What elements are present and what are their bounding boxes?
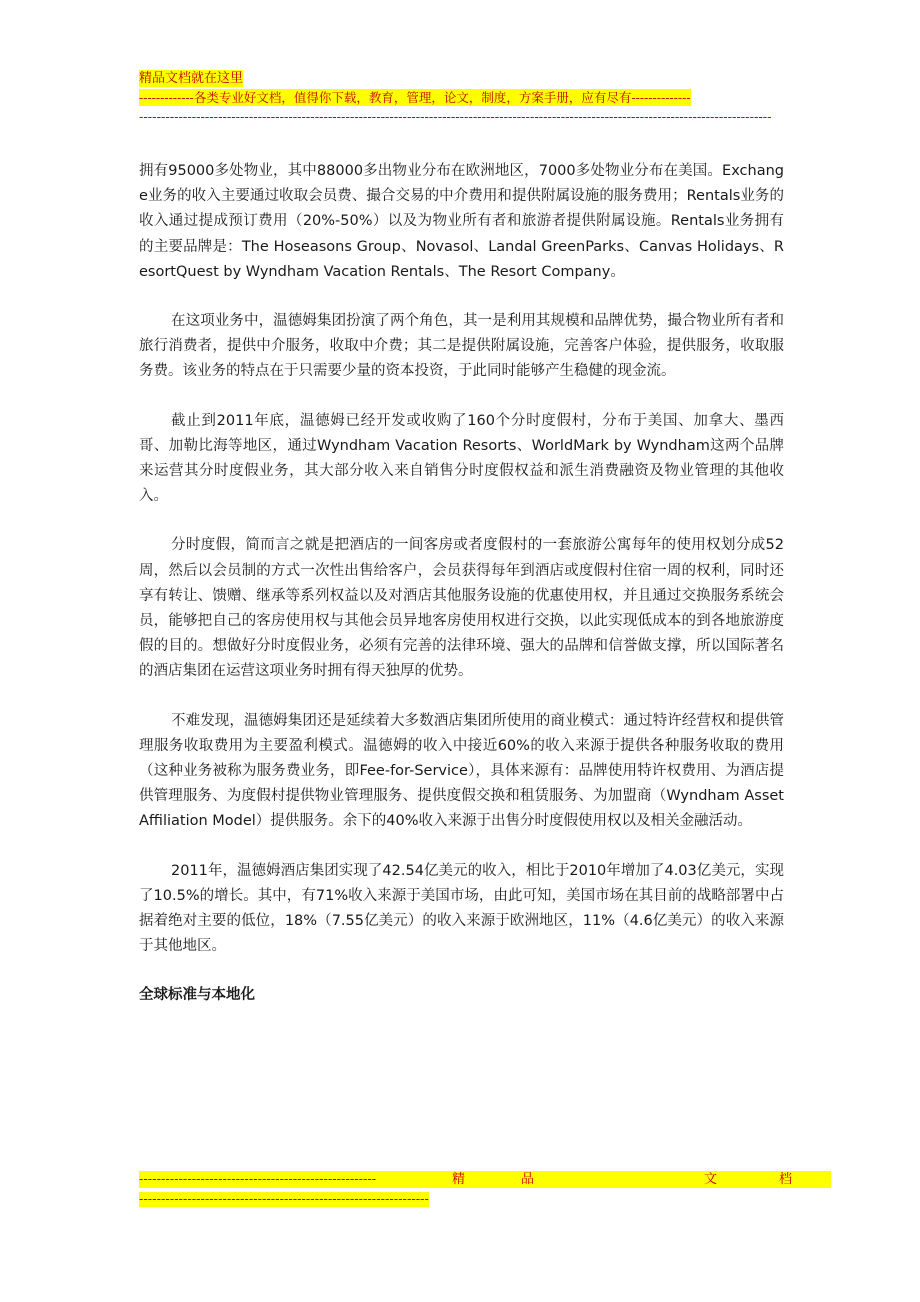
header-line-2 bbox=[139, 87, 784, 106]
footer-char-4: 档 bbox=[779, 1172, 793, 1187]
footer-dashes: ------------------------------------------------------ bbox=[139, 1172, 377, 1187]
paragraph-3: 截止到2011年底，温德姆已经开发或收购了160个分时度假村，分布于美国、加拿大、墨西哥、加勒比海等地区，通过Wyndham Vacation Resorts、WorldMark by Wyndham这两个品牌来运营其分时度假业务，其大部分收入来自销售分时度假权益和派生消费融资及物业管理的其他收入。 bbox=[139, 412, 784, 505]
paragraph-2: 在这项业务中，温德姆集团扮演了两个角色，其一是利用其规模和品牌优势，撮合物业所有者和旅行消费者，提供中介服务，收取中介费；其二是提供附属设施，完善客户体验，提供服务，收取服务费。该业务的特点在于只需要少量的资本投资，于此同时能够产生稳健的现金流。 bbox=[139, 313, 784, 380]
header-title: 精品文档就在这里 bbox=[139, 71, 244, 86]
paragraph-6: 2011年，温德姆酒店集团实现了42.54亿美元的收入，相比于2010年增加了4.03亿美元，实现了10.5%的增长。其中，有71%收入来源于美国市场，由此可知，美国市场在其目前的战略部署中占据着绝对主要的低位，18%（7.55亿美元）的收入来源于欧洲地区，11%（4.6亿美元）的收入来源于其他地区。 bbox=[139, 862, 784, 955]
footer-char-2: 品 bbox=[521, 1172, 535, 1187]
paragraph-4: 分时度假，简而言之就是把酒店的一间客房或者度假村的一套旅游公寓每年的使用权划分成52周，然后以会员制的方式一次性出售给客户，会员获得每年到酒店或度假村住宿一周的权利，同时还享有转让、馈赠、继承等系列权益以及对酒店其他服务设施的优惠使用权，并且通过交换服务系统会员，能够把自己的客房使用权与其他会员异地客房使用权进行交换，以此实现低成本的到各地旅游度假的目的。想做好分时度假业务，必须有完善的法律环境、强大的品牌和信誉做支撑，所以国际著名的酒店集团在运营这项业务时拥有得天独厚的优势。 bbox=[139, 537, 784, 680]
footer-char-1: 精 bbox=[452, 1172, 466, 1187]
header-tagline: -------------各类专业好文档，值得你下载，教育，管理，论文，制度，方案手册，应有尽有-------------- bbox=[139, 90, 691, 105]
section-heading: 全球标准与本地化 bbox=[139, 987, 255, 1004]
paragraph-5: 不难发现，温德姆集团还是延续着大多数酒店集团所使用的商业模式：通过特许经营权和提供管理服务收取费用为主要盈利模式。温德姆的收入中接近60%的收入来源于提供各种服务收取的费用（这种业务被称为服务费业务，即Fee-for-Service），具体来源有：品牌使用特许权费用、为酒店提供管理服务、为度假村提供物业管理服务、提供度假交换和租赁服务、为加盟商（Wyndham Asset Affiliation Model）提供服务。余下的40%收入来源于出售分时度假使用权以及相关金融活动。 bbox=[139, 712, 784, 830]
header-line-3 bbox=[139, 106, 784, 126]
footer-bar bbox=[139, 1171, 831, 1188]
footer-dashes-2: ------------------------------------------------------------------ bbox=[139, 1192, 429, 1207]
footer-char-3: 文 bbox=[704, 1172, 718, 1187]
footer bbox=[139, 1171, 831, 1207]
header-dashes: ------------------------------------------------------------------------------------------------------------------------------------------------ bbox=[139, 110, 772, 125]
header-line-1 bbox=[139, 67, 784, 87]
document-body bbox=[139, 159, 784, 1008]
paragraph-1: 拥有95000多处物业，其中88000多出物业分布在欧洲地区，7000多处物业分布在美国。Exchange业务的收入主要通过收取会员费、撮合交易的中介费用和提供附属设施的服务费用；Rentals业务的收入通过提成预订费用（20%-50%）以及为物业所有者和旅游者提供附属设施。Rentals业务拥有的主要品牌是：The Hoseasons Group、Novasol、Landal GreenParks、Canvas Holidays、ResortQuest by Wyndham Vacation Rentals、The Resort Company。 bbox=[139, 163, 784, 280]
